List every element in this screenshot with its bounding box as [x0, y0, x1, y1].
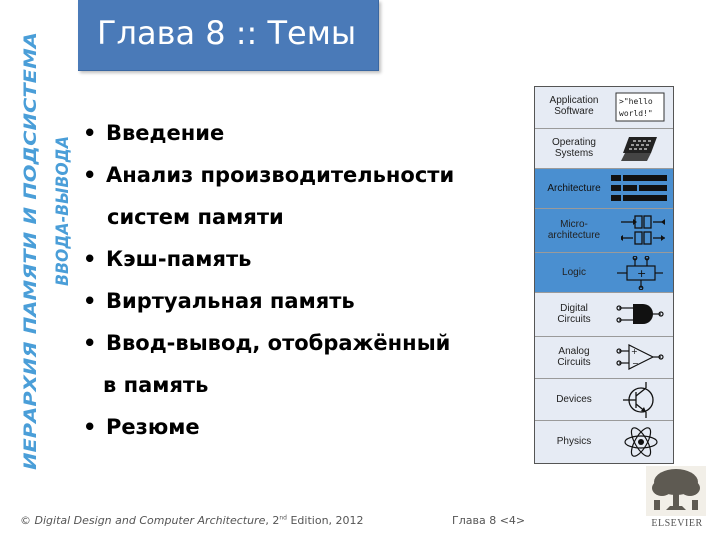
side-title	[0, 0, 78, 480]
layer-label-line: Micro-	[560, 219, 588, 230]
edition-text: Edition, 2012	[290, 514, 364, 527]
layer-label-line: Circuits	[557, 314, 591, 325]
layer-label-line: Circuits	[557, 357, 591, 368]
layer-label-line: Digital	[560, 303, 588, 314]
layer-label	[539, 219, 609, 241]
layer-label: Logic	[562, 267, 586, 278]
bullet-item	[82, 154, 512, 196]
svg-text:−: −	[632, 359, 639, 368]
side-title-line2: ВВОДА-ВЫВОДА	[53, 124, 73, 286]
bullet-dot: •	[83, 247, 97, 271]
footer-citation: © Digital Design and Computer Architecture, 2nd Edition, 2012	[20, 514, 364, 527]
bullet-dot: •	[83, 289, 97, 313]
bullet-text: Анализ производительности	[106, 163, 455, 187]
title-box	[78, 0, 379, 71]
datapath-arrows-icon	[621, 214, 665, 248]
layer-label: Architecture	[547, 183, 601, 194]
bullet-text: Виртуальная память	[106, 289, 355, 313]
elsevier-wordmark: ELSEVIER	[651, 518, 703, 529]
bullet-item	[82, 406, 512, 448]
bullet-dot: •	[83, 121, 97, 145]
bullet-item	[82, 112, 512, 154]
bullet-list	[82, 112, 512, 448]
layer-devices	[535, 379, 673, 421]
bullet-text: Кэш-память	[106, 247, 252, 271]
side-title-svg	[0, 0, 78, 480]
book-title: Digital Design and Computer Architecture	[34, 514, 266, 527]
layer-label	[539, 95, 609, 117]
layer-label-line: Analog	[558, 346, 590, 357]
bullet-item	[82, 280, 512, 322]
title-bar	[78, 0, 720, 70]
bullet-text: Введение	[106, 121, 225, 145]
side-title-line1: ИЕРАРХИЯ ПАМЯТИ И ПОДСИСТЕМА	[21, 114, 41, 470]
layer-logic	[535, 253, 673, 293]
bullet-item	[82, 322, 512, 364]
atom-icon	[621, 424, 661, 460]
bullet-item	[82, 238, 512, 280]
layer-architecture	[535, 169, 673, 209]
edition-number: 2	[272, 514, 280, 527]
instruction-blocks-icon	[611, 174, 667, 204]
layer-application-software	[535, 87, 673, 129]
and-gate-icon	[615, 298, 665, 332]
layer-label: Devices	[556, 394, 592, 405]
page-title: Глава 8 :: Темы	[97, 14, 357, 52]
page-number: Глава 8 <4>	[452, 514, 526, 527]
layer-label	[539, 137, 609, 159]
layer-digital-circuits	[535, 293, 673, 337]
layer-label-line: Software	[554, 106, 594, 117]
bullet-continuation	[82, 364, 512, 406]
edition-suffix: nd	[279, 514, 287, 522]
layer-operating-systems	[535, 129, 673, 169]
amplifier-icon	[615, 341, 665, 375]
hello-world-code-icon	[615, 92, 665, 122]
layer-micro-architecture	[535, 209, 673, 253]
bullet-text: Ввод-вывод, отображённый	[106, 331, 451, 355]
svg-text:+: +	[637, 267, 647, 280]
svg-text:>"hello: >"hello	[619, 97, 653, 106]
layer-label-line: architecture	[547, 230, 601, 241]
bullet-text: в память	[103, 373, 209, 397]
laptop-icon	[621, 135, 661, 163]
svg-text:+: +	[631, 347, 638, 356]
copyright-symbol: ©	[20, 514, 31, 527]
abstraction-stack	[534, 86, 674, 464]
layer-analog-circuits	[535, 337, 673, 379]
bullet-text: систем памяти	[107, 205, 284, 229]
layer-label	[539, 303, 609, 325]
bullet-dot: •	[83, 331, 97, 355]
layer-label-line: Systems	[554, 148, 594, 159]
bullet-text: Резюме	[106, 415, 200, 439]
bullet-dot: •	[83, 415, 97, 439]
transistor-icon	[619, 382, 663, 418]
bullet-continuation	[82, 196, 512, 238]
layer-label-line: Application	[549, 95, 599, 106]
layer-physics	[535, 421, 673, 463]
adder-icon	[615, 256, 665, 290]
layer-label: Physics	[556, 436, 592, 447]
svg-text:world!": world!"	[619, 109, 653, 118]
layer-label-line: Operating	[552, 137, 596, 148]
bullet-dot: •	[83, 163, 97, 187]
layer-label	[539, 346, 609, 368]
